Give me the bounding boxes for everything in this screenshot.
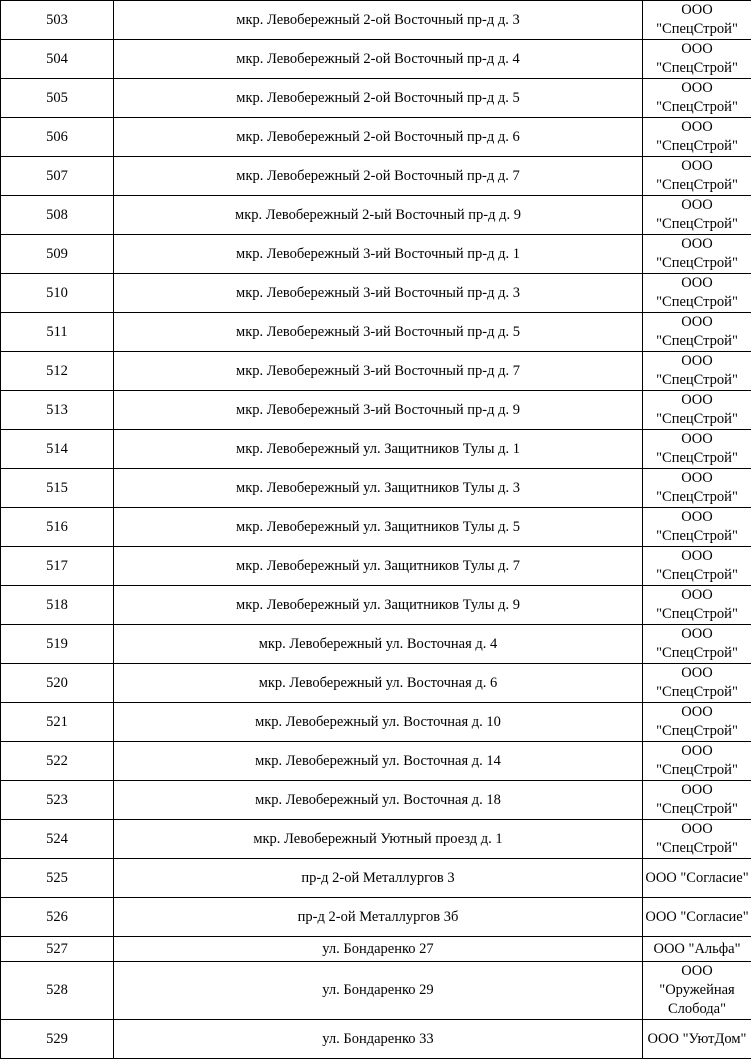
organization-cell: ООО "СпецСтрой" [643,1,751,40]
address-cell: ул. Бондаренко 27 [114,937,643,962]
address-cell: мкр. Левобережный ул. Защитников Тулы д. 1 [114,430,643,469]
table-row [1,742,751,781]
row-number: 513 [1,391,114,430]
table-row [1,820,751,859]
organization-cell: ООО "СпецСтрой" [643,79,751,118]
row-number: 507 [1,157,114,196]
organization-cell: ООО "УютДом" [643,1020,751,1059]
table-row [1,430,751,469]
row-number: 511 [1,313,114,352]
row-number: 516 [1,508,114,547]
row-number: 526 [1,898,114,937]
table-row [1,157,751,196]
table-row [1,703,751,742]
table-row [1,898,751,937]
organization-cell: ООО "Согласие" [643,898,751,937]
address-cell: мкр. Левобережный ул. Защитников Тулы д. 7 [114,547,643,586]
organization-cell: ООО "СпецСтрой" [643,235,751,274]
address-cell: мкр. Левобережный ул. Восточная д. 18 [114,781,643,820]
address-cell: мкр. Левобережный 2-ой Восточный пр-д д. 3 [114,1,643,40]
organization-cell: ООО "СпецСтрой" [643,625,751,664]
table-row [1,1,751,40]
row-number: 520 [1,664,114,703]
organization-cell: ООО "СпецСтрой" [643,352,751,391]
address-cell: мкр. Левобережный ул. Защитников Тулы д. 9 [114,586,643,625]
organization-cell: ООО "СпецСтрой" [643,391,751,430]
row-number: 508 [1,196,114,235]
table-row [1,352,751,391]
organization-cell: ООО "СпецСтрой" [643,703,751,742]
row-number: 522 [1,742,114,781]
address-cell: мкр. Левобережный ул. Защитников Тулы д. 5 [114,508,643,547]
row-number: 524 [1,820,114,859]
row-number: 512 [1,352,114,391]
address-cell: мкр. Левобережный 3-ий Восточный пр-д д. 5 [114,313,643,352]
table-row [1,274,751,313]
address-cell: мкр. Левобережный Уютный проезд д. 1 [114,820,643,859]
table-row [1,586,751,625]
table-row [1,859,751,898]
organization-cell: ООО "СпецСтрой" [643,742,751,781]
row-number: 528 [1,962,114,1020]
table-row [1,664,751,703]
row-number: 517 [1,547,114,586]
table-row [1,40,751,79]
address-cell: мкр. Левобережный ул. Восточная д. 4 [114,625,643,664]
row-number: 515 [1,469,114,508]
organization-cell: ООО "СпецСтрой" [643,781,751,820]
organization-cell: ООО "СпецСтрой" [643,820,751,859]
row-number: 527 [1,937,114,962]
address-cell: мкр. Левобережный ул. Защитников Тулы д. 3 [114,469,643,508]
row-number: 506 [1,118,114,157]
organization-cell: ООО "СпецСтрой" [643,469,751,508]
address-cell: мкр. Левобережный 2-ой Восточный пр-д д. 7 [114,157,643,196]
table-row [1,118,751,157]
table-row [1,196,751,235]
organization-cell: ООО "Согласие" [643,859,751,898]
organization-cell: ООО "СпецСтрой" [643,313,751,352]
row-number: 525 [1,859,114,898]
table-row [1,508,751,547]
address-cell: мкр. Левобережный 3-ий Восточный пр-д д. 9 [114,391,643,430]
address-cell: мкр. Левобережный 2-ой Восточный пр-д д. 6 [114,118,643,157]
address-cell: мкр. Левобережный 3-ий Восточный пр-д д. 7 [114,352,643,391]
row-number: 529 [1,1020,114,1059]
table-row [1,781,751,820]
address-cell: пр-д 2-ой Металлургов 3б [114,898,643,937]
organization-cell: ООО "Оружейная Слобода" [643,962,751,1020]
organization-cell: ООО "СпецСтрой" [643,196,751,235]
row-number: 514 [1,430,114,469]
organization-cell: ООО "СпецСтрой" [643,274,751,313]
organization-cell: ООО "СпецСтрой" [643,547,751,586]
row-number: 521 [1,703,114,742]
table-row [1,313,751,352]
address-cell: ул. Бондаренко 33 [114,1020,643,1059]
table-row [1,547,751,586]
row-number: 519 [1,625,114,664]
address-cell: мкр. Левобережный ул. Восточная д. 6 [114,664,643,703]
address-cell: мкр. Левобережный 3-ий Восточный пр-д д. 3 [114,274,643,313]
row-number: 503 [1,1,114,40]
organization-cell: ООО "Альфа" [643,937,751,962]
address-cell: ул. Бондаренко 29 [114,962,643,1020]
organization-cell: ООО "СпецСтрой" [643,664,751,703]
row-number: 518 [1,586,114,625]
table-row [1,1020,751,1059]
address-cell: мкр. Левобережный 3-ий Восточный пр-д д. 1 [114,235,643,274]
organization-cell: ООО "СпецСтрой" [643,430,751,469]
row-number: 509 [1,235,114,274]
table-row [1,625,751,664]
organization-cell: ООО "СпецСтрой" [643,40,751,79]
address-cell: мкр. Левобережный ул. Восточная д. 10 [114,703,643,742]
table-row [1,79,751,118]
address-cell: мкр. Левобережный 2-ой Восточный пр-д д. 4 [114,40,643,79]
address-cell: пр-д 2-ой Металлургов 3 [114,859,643,898]
address-cell: мкр. Левобережный ул. Восточная д. 14 [114,742,643,781]
organization-cell: ООО "СпецСтрой" [643,508,751,547]
organization-cell: ООО "СпецСтрой" [643,157,751,196]
address-cell: мкр. Левобережный 2-ой Восточный пр-д д. 5 [114,79,643,118]
table-row [1,962,751,1020]
table-row [1,469,751,508]
address-cell: мкр. Левобережный 2-ый Восточный пр-д д. 9 [114,196,643,235]
table-row [1,391,751,430]
organization-cell: ООО "СпецСтрой" [643,118,751,157]
row-number: 523 [1,781,114,820]
row-number: 504 [1,40,114,79]
row-number: 510 [1,274,114,313]
row-number: 505 [1,79,114,118]
organization-cell: ООО "СпецСтрой" [643,586,751,625]
table-row [1,235,751,274]
table-row [1,937,751,962]
